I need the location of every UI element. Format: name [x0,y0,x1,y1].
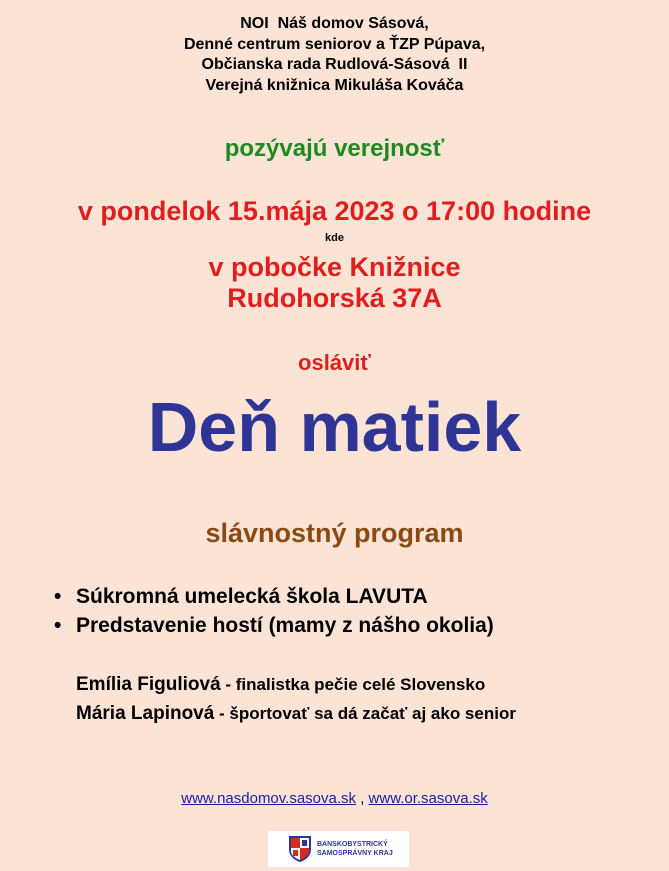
celebrate-text: osláviť [298,350,371,375]
logo-line1: BANSKOBYSTRICKÝ [317,841,388,848]
organizer-line: NOI Náš domov Sásová, [240,15,429,32]
nasdomov-link[interactable]: www.nasdomov.sasova.sk [181,790,357,807]
bullet-icon: • [54,614,62,637]
event-place [0,252,669,314]
guest-row [76,671,516,700]
organizer-line: Verejná knižnica Mikuláša Kováča [205,76,464,94]
event-title: Deň matiek [147,388,522,466]
logo-line2: SAMOSPRÁVNY KRAJ [317,850,393,857]
event-date: v pondelok 15.mája 2023 o 17:00 hodine [77,196,592,226]
invite-text: pozývajú verejnosť [224,135,445,162]
bullet-icon: • [54,585,62,608]
list-item [54,582,494,611]
list-item [54,611,494,640]
program-list [54,582,494,640]
organizer-line: Denné centrum seniorov a ŤZP Púpava, [183,35,486,53]
bbsk-logo [268,831,409,867]
link-separator: , [356,790,369,807]
guests-block [76,671,516,729]
organizers-block [0,14,669,96]
links-row [0,790,669,807]
guest-description: - športovať sa dá začať aj ako senior [214,704,516,723]
place-line1: v pobočke Knižnice [208,252,461,282]
program-item-label: Súkromná umelecká škola LAVUTA [76,585,428,608]
program-heading: slávnostný program [205,518,464,548]
coat-of-arms-icon [288,835,312,863]
program-item-label: Predstavenie hostí (mamy z nášho okolia) [76,614,494,637]
guest-name: Emília Figuliová [76,674,221,695]
obcianska-rada-link[interactable]: www.or.sasova.sk [368,790,488,807]
place-line2: Rudohorská 37A [227,283,442,313]
guest-row [76,700,516,729]
guest-description: - finalistka pečie celé Slovensko [220,675,486,694]
organizer-line: Občianska rada Rudlová-Sásová II [201,56,468,73]
guest-name: Mária Lapinová [76,703,215,724]
where-label: kde [325,232,344,244]
logo-text [317,840,393,858]
